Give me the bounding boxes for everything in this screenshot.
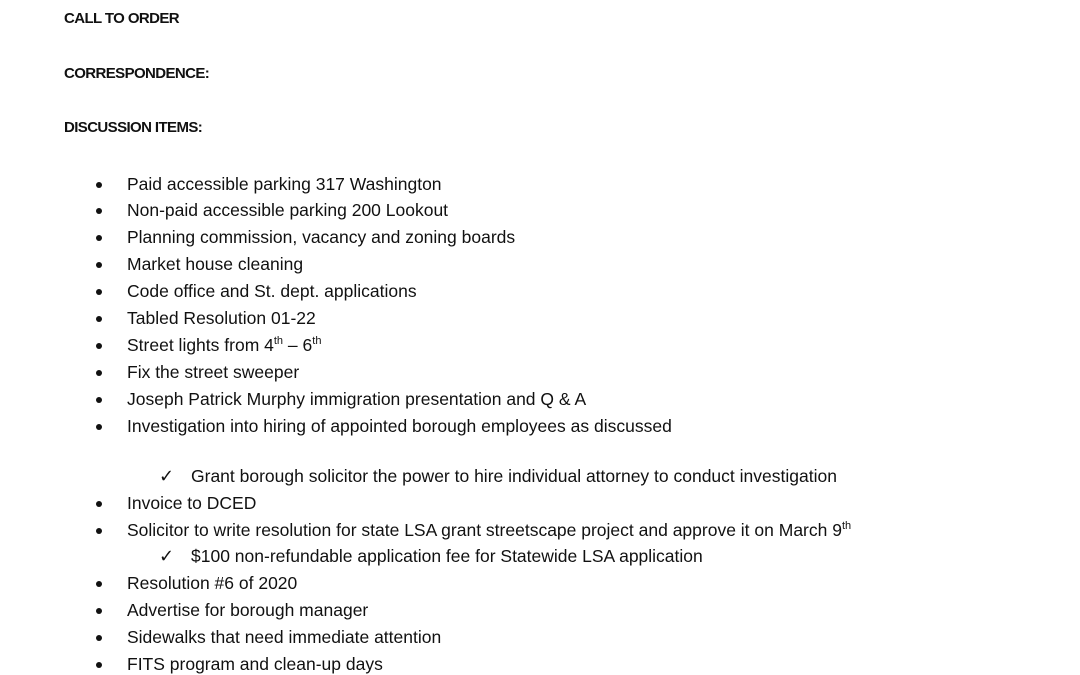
superscript: th [841, 520, 852, 532]
list-item-text-part: Street lights from 4 [127, 335, 274, 355]
list-item-text: Advertise for borough manager [127, 600, 369, 620]
bullet-icon [96, 316, 102, 322]
list-item-text: Sidewalks that need immediate attention [127, 627, 442, 647]
bullet-icon [96, 235, 102, 241]
list-item-text: FITS program and clean-up days [127, 654, 383, 674]
superscript: th [273, 335, 284, 347]
heading-correspondence: CORRESPONDENCE: [64, 65, 210, 82]
list-item-text [127, 334, 321, 359]
bullet-icon [96, 343, 102, 349]
list-item-text: Market house cleaning [127, 254, 304, 274]
list-item-text: Joseph Patrick Murphy immigration presentation and Q & A [127, 389, 587, 409]
list-item-text: Resolution #6 of 2020 [127, 573, 298, 593]
list-item-text: Tabled Resolution 01-22 [127, 308, 316, 328]
bullet-icon [96, 289, 102, 295]
bullet-icon [96, 635, 102, 641]
bullet-icon [96, 662, 102, 668]
checkmark-icon: ✓ [159, 466, 175, 486]
bullet-icon [96, 424, 102, 430]
bullet-icon [96, 370, 102, 376]
list-item-text: Non-paid accessible parking 200 Lookout [127, 200, 449, 220]
sub-list-item-text: Grant borough solicitor the power to hire individual attorney to conduct investigation [191, 466, 837, 486]
bullet-icon [96, 182, 102, 188]
list-item-text [127, 519, 851, 544]
bullet-icon [96, 397, 102, 403]
bullet-icon [96, 501, 102, 507]
list-item-text: Code office and St. dept. applications [127, 281, 417, 301]
superscript: th [312, 335, 322, 347]
list-item-text: Fix the street sweeper [127, 362, 300, 382]
list-item-text: Invoice to DCED [127, 493, 257, 513]
heading-call-to-order: CALL TO ORDER [64, 10, 179, 27]
sub-list-item-text: $100 non-refundable application fee for Statewide LSA application [191, 546, 703, 566]
list-item-text: Paid accessible parking 317 Washington [127, 174, 442, 194]
list-item-text-part: – 6 [283, 335, 313, 355]
heading-discussion-items: DISCUSSION ITEMS: [64, 119, 203, 136]
list-item-text-part: Solicitor to write resolution for state LSA grant streetscape project and approve it on March 9 [127, 520, 842, 540]
checkmark-icon: ✓ [159, 546, 175, 566]
list-item-text: Investigation into hiring of appointed borough employees as discussed [127, 416, 672, 436]
bullet-icon [96, 208, 102, 214]
bullet-icon [96, 581, 102, 587]
bullet-icon [96, 262, 102, 268]
list-item-text: Planning commission, vacancy and zoning boards [127, 227, 516, 247]
bullet-icon [96, 608, 102, 614]
bullet-icon [96, 528, 102, 534]
